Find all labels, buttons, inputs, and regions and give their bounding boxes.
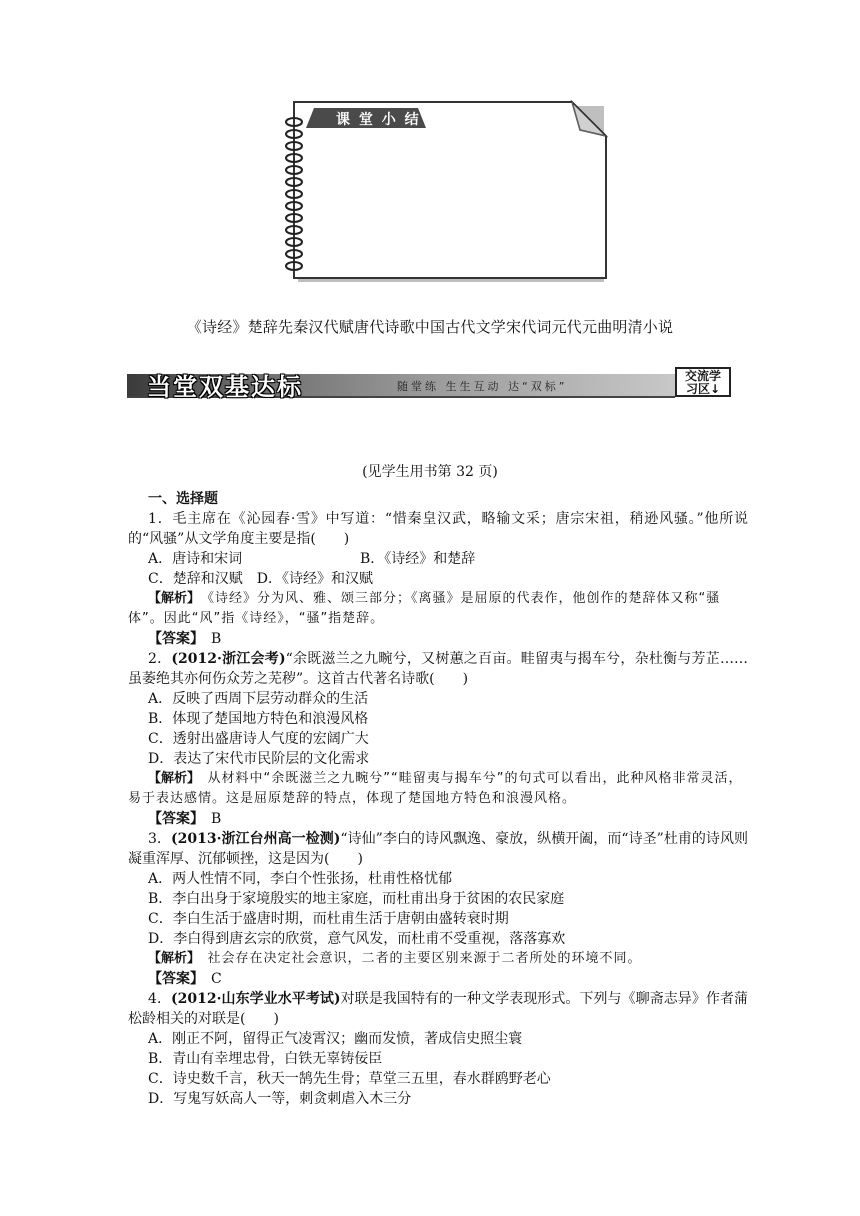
question-1-options-cd bbox=[128, 569, 748, 589]
exchange-area-badge[interactable] bbox=[675, 367, 731, 397]
page-reference: (见学生用书第 32 页) bbox=[362, 464, 498, 480]
option-b: B．体现了楚国地方特色和浪漫风格 bbox=[148, 711, 369, 727]
option-d: D．写鬼写妖高人一等，刺贪刺虐入木三分 bbox=[148, 1091, 412, 1107]
exercise-content bbox=[128, 489, 748, 1109]
question-4-stem bbox=[128, 989, 748, 1029]
summary-text: 《诗经》楚辞先秦汉代赋唐代诗歌中国古代文学宋代词元代元曲明清小说 bbox=[186, 318, 674, 336]
question-number: 4． bbox=[148, 991, 172, 1007]
question-number: 3． bbox=[148, 831, 171, 847]
class-summary-notebook bbox=[284, 100, 614, 288]
question-text: “诗仙”李白的诗风飘逸、豪放，纵横开阖，而“诗圣”杜甫的诗风则凝重浑厚、沉郁顿挫，这是因为( ) bbox=[128, 831, 748, 867]
analysis-text: 《诗经》分为风、雅、颂三部分；《离骚》是屈原的代表作，他创作的楚辞体又称“骚体”。因此“风”指《诗经》，“骚”指楚辞。 bbox=[128, 591, 721, 626]
option-a: A．刚正不阿，留得正气凌霄汉；幽而发愤，著成信史照尘寰 bbox=[148, 1031, 523, 1047]
badge-line-1: 交流学 bbox=[684, 369, 721, 383]
notebook-graphic bbox=[284, 100, 614, 288]
option-c: C．楚辞和汉赋 bbox=[148, 571, 243, 587]
analysis-label: 【解析】 bbox=[148, 951, 194, 966]
section-title: 一、选择题 bbox=[148, 491, 218, 507]
question-3-stem bbox=[128, 829, 748, 869]
option-c: C．透射出盛唐诗人气度的宏阔广大 bbox=[148, 731, 369, 747]
option-d: D．《诗经》和汉赋 bbox=[256, 571, 373, 587]
option-b: B．《诗经》和楚辞 bbox=[360, 551, 476, 567]
question-1-answer bbox=[128, 629, 748, 649]
question-2-stem bbox=[128, 649, 748, 689]
analysis-text: 社会存在决定社会意识，二者的主要区别来源于二者所处的环境不同。 bbox=[207, 951, 642, 966]
analysis-text: 从材料中“余既滋兰之九畹兮”“畦留夷与揭车兮”的句式可以看出，此种风格非常灵活，易于表达感情。这是屈原楚辞的特点，体现了楚国地方特色和浪漫风格。 bbox=[128, 771, 743, 806]
option-c: C．李白生活于盛唐时期，而杜甫生活于唐朝由盛转衰时期 bbox=[148, 911, 509, 927]
badge-line-2: 习区↓ bbox=[685, 382, 721, 396]
option-c: C．诗史数千言，秋天一鹄先生骨；草堂三五里，春水群鸥野老心 bbox=[148, 1071, 551, 1087]
option-a: A．两人性情不同，李白个性张扬，杜甫性格忧郁 bbox=[148, 871, 453, 887]
question-2-analysis bbox=[128, 769, 748, 809]
question-number: 2． bbox=[148, 651, 172, 667]
question-text: 对联是我国特有的一种文学表现形式。下列与《聊斋志异》作者蒲松龄相关的对联是( ) bbox=[128, 991, 748, 1027]
notebook-tag: 课 堂 小 结 bbox=[336, 112, 421, 128]
banner-subtitle: 随堂练 生生互动 达“双标” bbox=[397, 380, 568, 393]
analysis-label: 【解析】 bbox=[148, 771, 194, 786]
analysis-label: 【解析】 bbox=[148, 591, 194, 606]
question-source: (2013·浙江台州高一检测) bbox=[170, 831, 341, 847]
answer-label: 【答案】 bbox=[148, 971, 197, 987]
option-a: A．反映了西周下层劳动群众的生活 bbox=[148, 691, 369, 707]
answer-value: B bbox=[211, 631, 222, 647]
answer-label: 【答案】 bbox=[148, 631, 197, 647]
question-text: “余既滋兰之九畹兮，又树蕙之百亩。畦留夷与揭车兮，杂杜衡与芳芷……虽萎绝其亦何伤众芳之芜秽”。这首古代著名诗歌( ) bbox=[128, 651, 748, 687]
question-1-options-ab bbox=[128, 549, 748, 569]
question-1-stem: 1．毛主席在《沁园春·雪》中写道：“惜秦皇汉武，略输文采；唐宗宋祖，稍逊风骚。”他所说的“风骚”从文学角度主要是指( ) bbox=[128, 511, 748, 547]
answer-label: 【答案】 bbox=[148, 811, 197, 827]
question-source: (2012·山东学业水平考试) bbox=[171, 991, 341, 1007]
option-d: D．李白得到唐玄宗的欣赏，意气风发，而杜甫不受重视，落落寡欢 bbox=[148, 931, 566, 947]
question-3-analysis bbox=[128, 949, 748, 969]
option-b: B．李白出身于家境殷实的地主家庭，而杜甫出身于贫困的农民家庭 bbox=[148, 891, 565, 907]
option-d: D．表达了宋代市民阶层的文化需求 bbox=[148, 751, 370, 767]
section-banner bbox=[127, 367, 734, 399]
question-1-analysis bbox=[128, 589, 748, 629]
banner-title: 当堂双基达标 bbox=[147, 373, 303, 401]
question-3-answer bbox=[128, 969, 748, 989]
question-2-answer bbox=[128, 809, 748, 829]
option-a: A．唐诗和宋词 bbox=[148, 551, 243, 567]
option-b: B．青山有幸埋忠骨，白铁无辜铸佞臣 bbox=[148, 1051, 383, 1067]
question-source: (2012·浙江会考) bbox=[171, 651, 286, 667]
answer-value: C bbox=[211, 971, 222, 987]
answer-value: B bbox=[211, 811, 222, 827]
